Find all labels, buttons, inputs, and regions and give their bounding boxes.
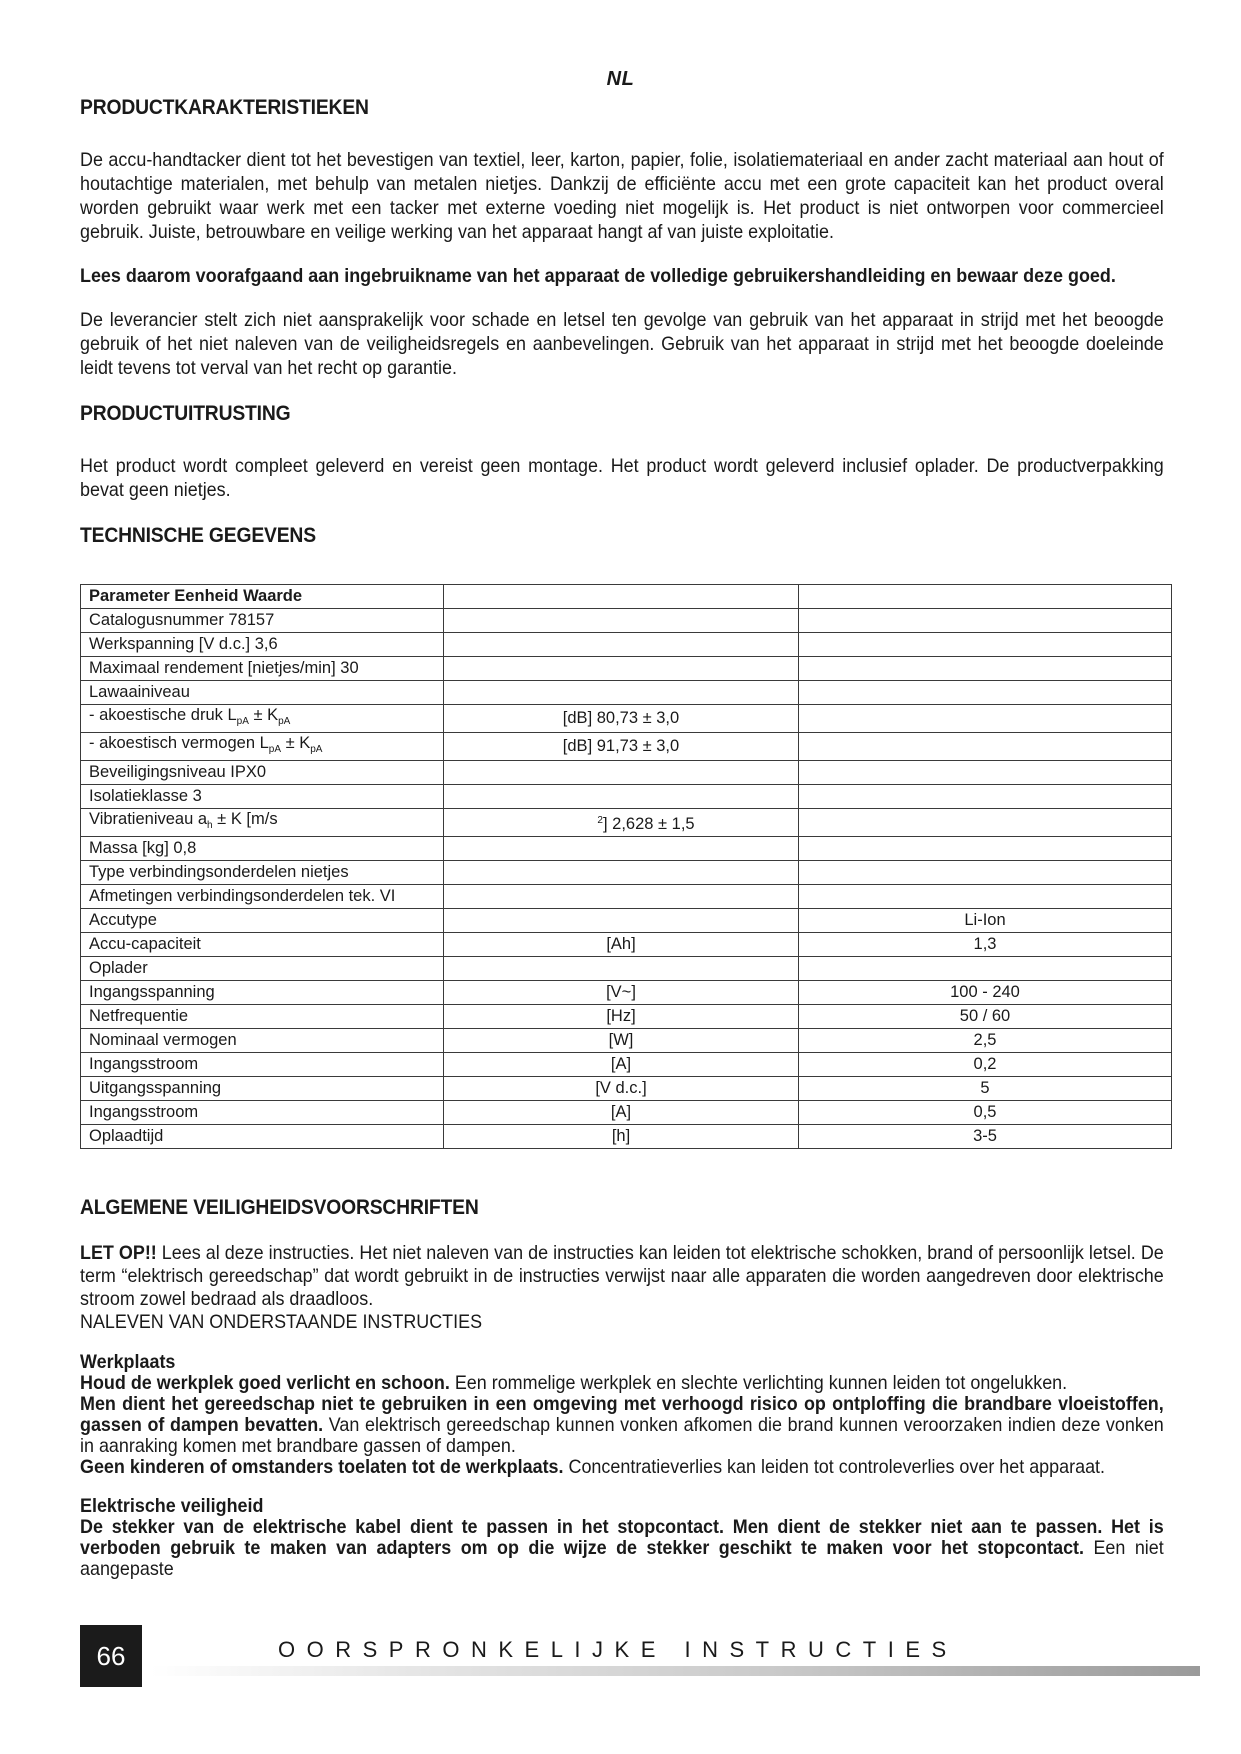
table-row bbox=[81, 1005, 1172, 1029]
table-cell: [Hz] bbox=[444, 1005, 799, 1029]
table-cell bbox=[799, 705, 1172, 733]
table-row bbox=[81, 885, 1172, 909]
table-cell: Ingangsstroom bbox=[81, 1053, 444, 1077]
table-cell: Afmetingen verbindingsonderdelen tek. VI bbox=[81, 885, 444, 909]
heading-electrical: Elektrische veiligheid bbox=[80, 1495, 264, 1517]
technical-data-table bbox=[80, 584, 1172, 1149]
table-row bbox=[81, 1077, 1172, 1101]
table-cell: Accutype bbox=[81, 909, 444, 933]
table-cell: Isolatieklasse 3 bbox=[81, 785, 444, 809]
table-cell: [A] bbox=[444, 1053, 799, 1077]
table-cell: Parameter Eenheid Waarde bbox=[81, 585, 444, 609]
table-cell: Catalogusnummer 78157 bbox=[81, 609, 444, 633]
table-cell: Ingangsspanning bbox=[81, 981, 444, 1005]
table-cell bbox=[444, 609, 799, 633]
table-cell: $^2$] 2,628 ± 1,5 bbox=[444, 809, 799, 837]
footer-title: OORSPRONKELIJKE INSTRUCTIES bbox=[278, 1637, 958, 1662]
table-row bbox=[81, 933, 1172, 957]
table-row bbox=[81, 633, 1172, 657]
table-row bbox=[81, 733, 1172, 761]
table-cell: Oplaadtijd bbox=[81, 1125, 444, 1149]
table-cell: Massa [kg] 0,8 bbox=[81, 837, 444, 861]
table-cell: [h] bbox=[444, 1125, 799, 1149]
table-cell: - akoestisch vermogen $L_{pA} \pm K_{pA}$ bbox=[81, 733, 444, 761]
table-cell: Lawaainiveau bbox=[81, 681, 444, 705]
table-cell bbox=[799, 681, 1172, 705]
table-cell bbox=[444, 861, 799, 885]
table-cell bbox=[799, 957, 1172, 981]
table-cell bbox=[799, 657, 1172, 681]
table-cell bbox=[444, 761, 799, 785]
table-row bbox=[81, 609, 1172, 633]
attention-paragraph: LET OP!! Lees al deze instructies. Het niet naleven van de instructies kan leiden tot elektrische schokken, brand of persoonlijk letsel. De term “elektrisch gereedschap” dat wordt gebruikt in de instructies verwijst naar alle apparaten die worden aangedreven door elektrische stroom zowel bedraad als draadloos. bbox=[80, 1242, 1164, 1310]
table-cell: Ingangsstroom bbox=[81, 1101, 444, 1125]
table-row bbox=[81, 761, 1172, 785]
table-cell bbox=[444, 785, 799, 809]
table-cell bbox=[444, 909, 799, 933]
table-row bbox=[81, 837, 1172, 861]
electrical-block bbox=[80, 1496, 1164, 1580]
table-cell: - akoestische druk $L_{pA} \pm K_{pA}$ bbox=[81, 705, 444, 733]
table-row bbox=[81, 1125, 1172, 1149]
table-cell: 5 bbox=[799, 1077, 1172, 1101]
attention-label: LET OP!! bbox=[80, 1242, 157, 1264]
table-cell: [Ah] bbox=[444, 933, 799, 957]
table-cell bbox=[799, 885, 1172, 909]
page-number: 66 bbox=[96, 1640, 126, 1671]
characteristics-paragraph: De accu-handtacker dient tot het bevestigen van textiel, leer, karton, papier, folie, isolatiemateriaal en ander zacht materiaal aan hout of houtachtige materialen, met behulp van metalen nietjes. Dankzij de efficiënte accu met een grote capaciteit kan het product overal worden gebruikt waar werk met een tacker met externe voeding niet mogelijk is. Het product is niet ontworpen voor commercieel gebruik. Juiste, betrouwbare en veilige werking van het apparaat hangt af van juiste exploitatie. bbox=[80, 149, 1164, 243]
table-cell: [dB] 91,73 ± 3,0 bbox=[444, 733, 799, 761]
table-row bbox=[81, 909, 1172, 933]
heading-equipment: PRODUCTUITRUSTING bbox=[80, 402, 291, 425]
table-cell bbox=[444, 585, 799, 609]
table-cell: [W] bbox=[444, 1029, 799, 1053]
read-manual-warning: Lees daarom voorafgaand aan ingebruikname van het apparaat de volledige gebruikershandleiding en bewaar deze goed. bbox=[80, 265, 1116, 287]
table-cell: 1,3 bbox=[799, 933, 1172, 957]
heading-safety: ALGEMENE VEILIGHEIDSVOORSCHRIFTEN bbox=[80, 1196, 479, 1219]
table-cell: [V d.c.] bbox=[444, 1077, 799, 1101]
table-cell bbox=[799, 733, 1172, 761]
table-cell bbox=[799, 609, 1172, 633]
table-cell: 50 / 60 bbox=[799, 1005, 1172, 1029]
table-cell bbox=[799, 861, 1172, 885]
workplace-item: Houd de werkplek goed verlicht en schoon. Een rommelige werkplek en slechte verlichting kunnen leiden tot ongelukken. bbox=[80, 1372, 1068, 1394]
table-cell: 0,5 bbox=[799, 1101, 1172, 1125]
table-cell bbox=[444, 681, 799, 705]
table-cell: [dB] 80,73 ± 3,0 bbox=[444, 705, 799, 733]
liability-paragraph: De leverancier stelt zich niet aansprakelijk voor schade en letsel ten gevolge van gebruik van het apparaat in strijd met het beoogde gebruik of het niet naleven van de veiligheidsregels en aanbevelingen. Gebruik van het apparaat in strijd met het beoogde doeleinde leidt tevens tot verval van het recht op garantie. bbox=[80, 309, 1164, 379]
table-cell bbox=[799, 785, 1172, 809]
table-cell bbox=[799, 633, 1172, 657]
table-cell bbox=[444, 957, 799, 981]
table-row bbox=[81, 861, 1172, 885]
table-row bbox=[81, 957, 1172, 981]
follow-instructions-line: NALEVEN VAN ONDERSTAANDE INSTRUCTIES bbox=[80, 1311, 483, 1333]
table-cell: Oplader bbox=[81, 957, 444, 981]
table-cell bbox=[444, 885, 799, 909]
table-row bbox=[81, 1053, 1172, 1077]
table-row bbox=[81, 657, 1172, 681]
language-tag: NL bbox=[606, 68, 635, 90]
table-cell bbox=[799, 585, 1172, 609]
table-cell: [A] bbox=[444, 1101, 799, 1125]
workplace-item: Geen kinderen of omstanders toelaten tot de werkplaats. Concentratieverlies kan leiden tot controleverlies over het apparaat. bbox=[80, 1456, 1106, 1478]
table-row bbox=[81, 1101, 1172, 1125]
table-cell: Netfrequentie bbox=[81, 1005, 444, 1029]
table-cell: [V~] bbox=[444, 981, 799, 1005]
table-cell: Type verbindingsonderdelen nietjes bbox=[81, 861, 444, 885]
table-row bbox=[81, 1029, 1172, 1053]
table-cell: 0,2 bbox=[799, 1053, 1172, 1077]
table-header-row bbox=[81, 585, 1172, 609]
table-cell: Beveiligingsniveau IPX0 bbox=[81, 761, 444, 785]
table-row bbox=[81, 981, 1172, 1005]
electrical-item: De stekker van de elektrische kabel dient te passen in het stopcontact. Men dient de stekker niet aan te passen. Het is verboden gebruik te maken van adapters om op die wijze de stekker geschikt te maken voor het stopcontact. Een niet aangepaste bbox=[80, 1516, 1164, 1580]
table-cell: Uitgangsspanning bbox=[81, 1077, 444, 1101]
table-cell: Li-Ion bbox=[799, 909, 1172, 933]
table-row bbox=[81, 809, 1172, 837]
table-cell bbox=[444, 633, 799, 657]
workplace-block bbox=[80, 1352, 1164, 1478]
page-number-box bbox=[80, 1625, 142, 1687]
table-cell: 100 - 240 bbox=[799, 981, 1172, 1005]
table-cell: 2,5 bbox=[799, 1029, 1172, 1053]
equipment-paragraph: Het product wordt compleet geleverd en vereist geen montage. Het product wordt geleverd inclusief oplader. De productverpakking bevat geen nietjes. bbox=[80, 455, 1164, 501]
table-cell: 3-5 bbox=[799, 1125, 1172, 1149]
table-cell: Maximaal rendement [nietjes/min] 30 bbox=[81, 657, 444, 681]
safety-section bbox=[80, 1196, 1164, 1580]
table-row bbox=[81, 705, 1172, 733]
table-cell bbox=[444, 657, 799, 681]
heading-characteristics: PRODUCTKARAKTERISTIEKEN bbox=[80, 96, 369, 119]
table-row bbox=[81, 681, 1172, 705]
heading-workplace: Werkplaats bbox=[80, 1351, 176, 1373]
table-cell bbox=[799, 809, 1172, 837]
footer-gradient-bar bbox=[150, 1666, 1200, 1676]
table-cell: Werkspanning [V d.c.] 3,6 bbox=[81, 633, 444, 657]
table-cell: Vibratieniveau $a_h \pm K$ [m/s bbox=[81, 809, 444, 837]
table-cell bbox=[799, 761, 1172, 785]
heading-technical: TECHNISCHE GEGEVENS bbox=[80, 524, 316, 547]
workplace-item: Men dient het gereedschap niet te gebruiken in een omgeving met verhoogd risico op ontploffing die brandbare vloeistoffen, gassen of dampen bevatten. Van elektrisch gereedschap kunnen vonken afkomen die brand kunnen veroorzaken indien deze vonken in aanraking komen met brandbare gassen of dampen. bbox=[80, 1393, 1164, 1457]
table-cell: Accu-capaciteit bbox=[81, 933, 444, 957]
table-cell: Nominaal vermogen bbox=[81, 1029, 444, 1053]
table-row bbox=[81, 785, 1172, 809]
table-cell bbox=[444, 837, 799, 861]
table-cell bbox=[799, 837, 1172, 861]
intro-content bbox=[80, 96, 1164, 548]
